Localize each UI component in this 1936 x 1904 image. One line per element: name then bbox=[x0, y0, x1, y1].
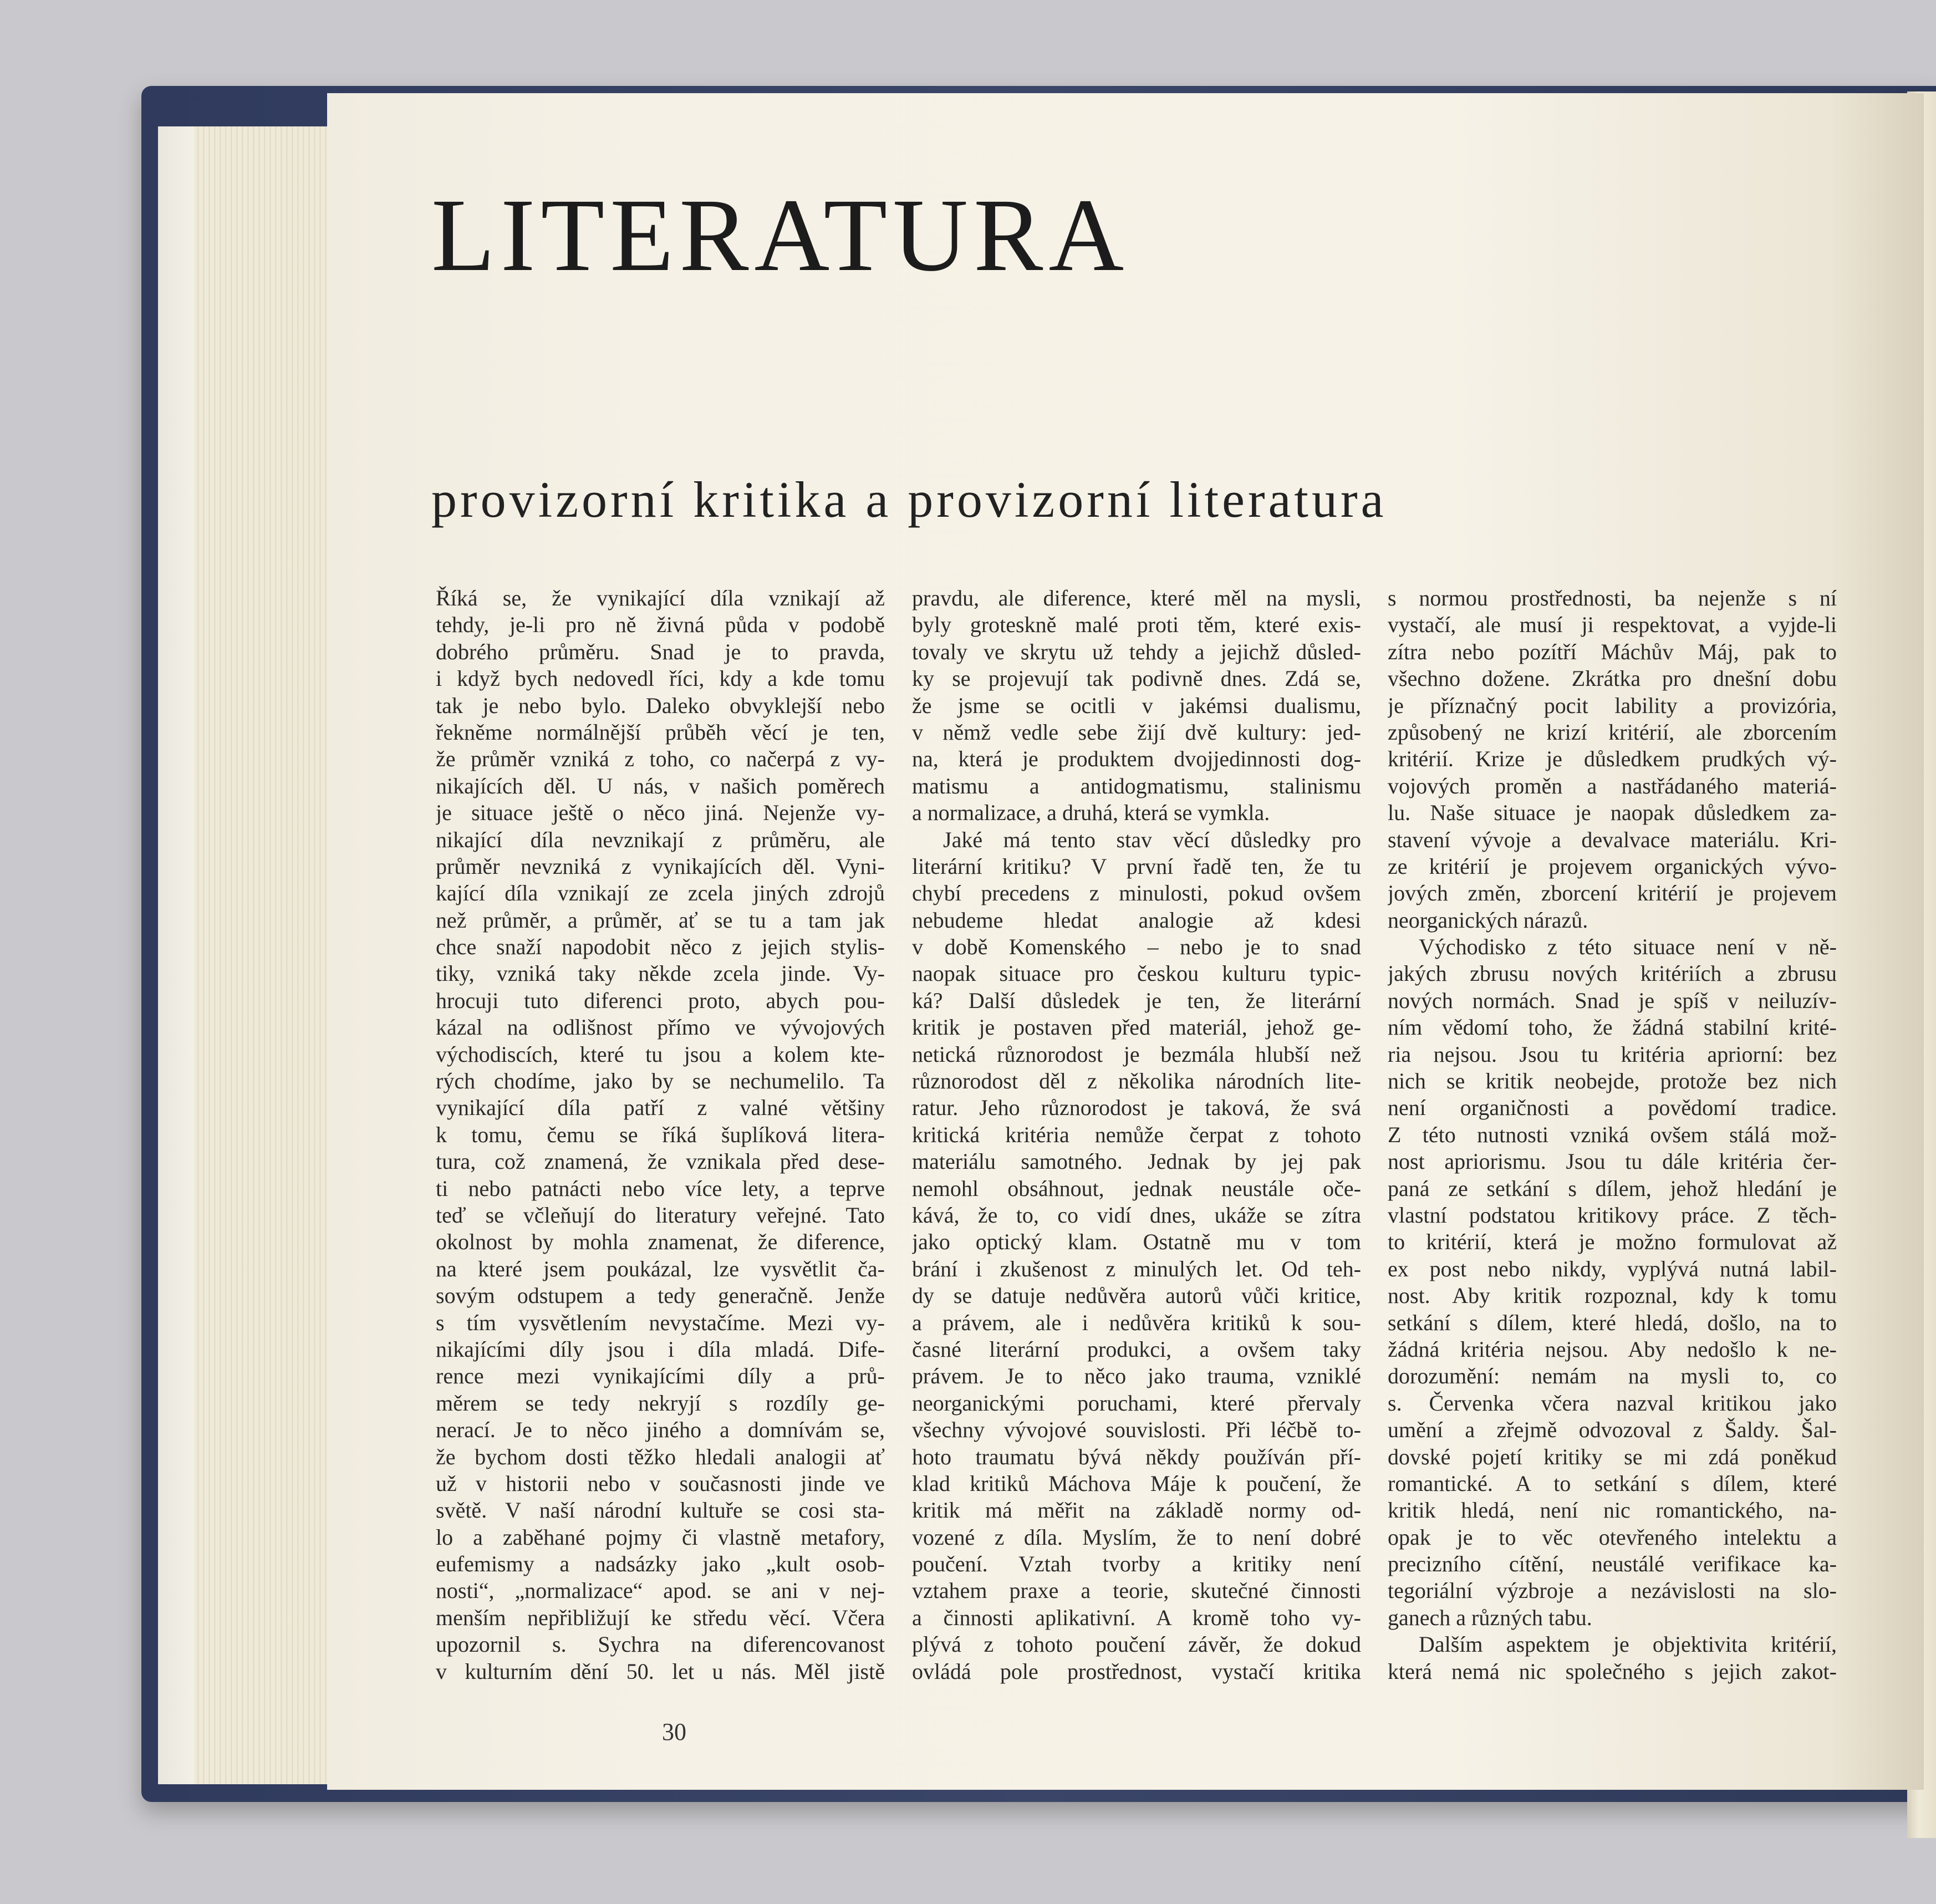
text-line: klad kritiků Máchova Máje k poučení, že bbox=[912, 1470, 1361, 1496]
text-line: dobrého průměru. Snad je to pravda, bbox=[436, 639, 885, 664]
text-line: kává, že to, co vidí dnes, ukáže se zítra bbox=[912, 1202, 1361, 1228]
text-line: v kulturním dění 50. let u nás. Měl jistě bbox=[436, 1658, 885, 1684]
text-line: ganech a různých tabu. bbox=[1388, 1605, 1592, 1630]
page-edge-shadow bbox=[158, 126, 197, 1784]
text-line: na které jsem poukázal, lze vysvětlit ča- bbox=[436, 1256, 885, 1281]
text-line: nemohl obsáhnout, jednak neustále oče- bbox=[912, 1175, 1361, 1201]
text-column-2 bbox=[912, 585, 1361, 1685]
text-line: poučení. Vztah tvorby a kritiky není bbox=[912, 1551, 1361, 1577]
text-line: chce snaží napodobit něco z jejich stylis- bbox=[436, 934, 885, 960]
text-line: nových normách. Snad je spíš v neiluzív- bbox=[1388, 987, 1837, 1013]
text-line: nebudeme hledat analogie až kdesi bbox=[912, 907, 1361, 933]
text-line: ovládá pole prostřednost, vystačí kritika bbox=[912, 1658, 1361, 1684]
text-line: s tím vysvětlením nevystačíme. Mezi vy- bbox=[436, 1310, 885, 1335]
text-line: pravdu, ale diference, které měl na mysli, bbox=[912, 586, 1361, 610]
text-line: neorganickými poruchami, které přervaly bbox=[912, 1390, 1361, 1416]
text-line: s. Červenka včera nazval kritikou jako bbox=[1388, 1390, 1837, 1416]
text-line: a právem, ale i nedůvěra kritiků k sou- bbox=[912, 1310, 1361, 1335]
text-line: ze kritérií je projevem organických vývo- bbox=[1388, 853, 1837, 879]
text-line: jových změn, zborcení kritérií je projevem bbox=[1388, 880, 1837, 906]
text-line: Dalším aspektem je objektivita kritérií, bbox=[1419, 1632, 1837, 1657]
text-line: vystačí, ale musí ji respektovat, a vyjde-li bbox=[1388, 612, 1837, 638]
text-line: právem. Je to něco jako trauma, vzniklé bbox=[912, 1363, 1361, 1389]
text-line: literární kritiku? V první řadě ten, že tu bbox=[912, 853, 1361, 879]
text-line: ratur. Jeho různorodost je taková, že svá bbox=[912, 1095, 1361, 1121]
text-line: kritérií. Krize je důsledkem prudkých vý- bbox=[1388, 746, 1837, 772]
text-line: tovaly ve skrytu už tehdy a jejichž důsled- bbox=[912, 639, 1361, 664]
text-line: nikajících děl. U nás, v našich poměrech bbox=[436, 773, 885, 798]
text-line: nost apriorismu. Jsou tu dále kritéria čer- bbox=[1388, 1149, 1837, 1174]
text-line: i když bych nedovedl říci, kdy a kde tomu bbox=[436, 666, 885, 691]
text-line: ria nejsou. Jsou tu kritéria apriorní: bez bbox=[1388, 1041, 1837, 1067]
text-line: že bychom dosti těžko hledali analogii ať bbox=[436, 1444, 885, 1469]
text-line: která nemá nic společného s jejich zakot- bbox=[1388, 1658, 1837, 1684]
text-line: ky se projevují tak podivně dnes. Zdá se, bbox=[912, 666, 1361, 691]
text-line: vztahem praxe a teorie, skutečné činnosti bbox=[912, 1578, 1361, 1603]
text-line: ti nebo patnácti nebo více lety, a teprve bbox=[436, 1175, 885, 1201]
text-line: řekněme normálnější průběh věcí je ten, bbox=[436, 719, 885, 745]
text-line: vojových proměn a nastřádaného materiá- bbox=[1388, 773, 1837, 798]
text-line: dovské pojetí kritiky se mi zdá poněkud bbox=[1388, 1444, 1837, 1469]
text-line: dorozumění: nemám na mysli to, co bbox=[1388, 1363, 1837, 1389]
text-line: rých chodíme, jako by se nechumelilo. Ta bbox=[436, 1068, 885, 1094]
text-line: časné literární produkci, a ovšem taky bbox=[912, 1336, 1361, 1362]
text-line: nikajícími díly jsou i díla mladá. Dife- bbox=[436, 1336, 885, 1362]
text-line: způsobený ne krizí kritérií, ale zborcením bbox=[1388, 719, 1837, 745]
text-line: v němž vedle sebe žijí dvě kultury: jed- bbox=[912, 719, 1361, 745]
text-line: kritická kritéria nemůže čerpat z tohoto bbox=[912, 1122, 1361, 1147]
text-line: žádná kritéria nejsou. Aby nedošlo k ne- bbox=[1388, 1336, 1837, 1362]
text-line: nost. Aby kritik rozpoznal, kdy k tomu bbox=[1388, 1283, 1837, 1309]
text-line: teď se včleňují do literatury veřejné. Tato bbox=[436, 1202, 885, 1228]
text-line: nich se kritik neobejde, protože bez nich bbox=[1388, 1068, 1837, 1094]
text-line: hrocuji tuto diferenci proto, abych pou- bbox=[436, 987, 885, 1013]
text-line: sovým odstupem a tedy generačně. Jenže bbox=[436, 1283, 885, 1309]
text-line: upozornil s. Sychra na diferencovanost bbox=[436, 1632, 885, 1657]
text-line: různorodost děl z několika národních lite- bbox=[912, 1068, 1361, 1094]
text-line: materiálu samotného. Jednak by jej pak bbox=[912, 1149, 1361, 1174]
text-line: vlastní podstatou kritikovy práce. Z těch- bbox=[1388, 1202, 1837, 1228]
text-line: brání i zkušenost z minulých let. Od teh- bbox=[912, 1256, 1361, 1281]
text-line: zítra nebo pozítří Máchův Máj, pak to bbox=[1388, 639, 1837, 664]
text-line: lu. Naše situace je naopak důsledkem za- bbox=[1388, 800, 1837, 826]
text-line: Z této nutnosti vzniká ovšem stálá mož- bbox=[1388, 1122, 1837, 1147]
article-subtitle: provizorní kritika a provizorní literatura bbox=[431, 471, 1387, 528]
text-line: světě. V naší národní kultuře se cosi sta- bbox=[436, 1498, 885, 1523]
text-line: rence mezi vynikajícími díly a prů- bbox=[436, 1363, 885, 1389]
text-line: průměr nevzniká z vynikajících děl. Vyni- bbox=[436, 853, 885, 879]
text-line: Jaké má tento stav věcí důsledky pro bbox=[943, 827, 1361, 852]
text-line: na, která je produktem dvojjedinnosti dog- bbox=[912, 746, 1361, 772]
text-line: že průměr vzniká z toho, co načerpá z vy- bbox=[436, 746, 885, 772]
text-line: stavení vývoje a devalvace materiálu. Kri- bbox=[1388, 827, 1837, 852]
text-line: ká? Další důsledek je ten, že literární bbox=[912, 987, 1361, 1013]
text-line: Východisko z této situace není v ně- bbox=[1419, 934, 1837, 960]
text-line: východiscích, které tu jsou a kolem kte- bbox=[436, 1041, 885, 1067]
text-line: umění a zřejmě odvozoval z Šaldy. Šal- bbox=[1388, 1417, 1837, 1443]
text-line: matismu a antidogmatismu, stalinismu bbox=[912, 773, 1361, 798]
text-line: kritik má měřit na základě normy od- bbox=[912, 1498, 1361, 1523]
text-line: chybí precedens z minulosti, pokud ovšem bbox=[912, 880, 1361, 906]
text-line: hoto traumatu bývá někdy používán pří- bbox=[912, 1444, 1361, 1469]
text-line: naopak situace pro českou kulturu typic- bbox=[912, 961, 1361, 986]
text-line: vynikající díla patří z valné většiny bbox=[436, 1095, 885, 1121]
text-line: setkání s dílem, které hledá, došlo, na to bbox=[1388, 1310, 1837, 1335]
text-line: v době Komenského – nebo je to snad bbox=[912, 934, 1361, 960]
text-line: netická různorodost je bezmála hlubší než bbox=[912, 1041, 1361, 1067]
text-line: kritik je postaven před materiál, jehož ge- bbox=[912, 1015, 1361, 1040]
text-line: není organičnosti a povědomí tradice. bbox=[1388, 1095, 1837, 1121]
text-column-3 bbox=[1388, 585, 1837, 1685]
text-line: už v historii nebo v současnosti jinde ve bbox=[436, 1470, 885, 1496]
text-line: dy se datuje nedůvěra autorů vůči kritice, bbox=[912, 1283, 1361, 1309]
text-line: kající díla vznikají ze zcela jiných zdrojů bbox=[436, 880, 885, 906]
text-line: tehdy, je-li pro ně živná půda v podobě bbox=[436, 612, 885, 638]
text-line: ním vědomí toho, že žádná stabilní krité- bbox=[1388, 1015, 1837, 1040]
text-line: ex post nebo nikdy, vyplývá nutná labil- bbox=[1388, 1256, 1837, 1281]
page-number: 30 bbox=[662, 1718, 686, 1745]
text-line: opak je to věc otevřeného intelektu a bbox=[1388, 1524, 1837, 1550]
text-line: eufemismy a nadsázky jako „kult osob- bbox=[436, 1551, 885, 1577]
text-line: neorganických nárazů. bbox=[1388, 907, 1588, 933]
text-line: tiky, vzniká taky někde zcela jinde. Vy- bbox=[436, 961, 885, 986]
text-line: nerací. Je to něco jiného a domnívám se, bbox=[436, 1417, 885, 1443]
text-line: okolnost by mohla znamenat, že diference, bbox=[436, 1229, 885, 1255]
text-line: byly groteskně malé proti těm, které exis- bbox=[912, 612, 1361, 638]
page-title: LITERATURA bbox=[431, 177, 1130, 293]
text-line: vozené z díla. Myslím, že to není dobré bbox=[912, 1524, 1361, 1550]
text-line: všechno dožene. Zkrátka pro dnešní dobu bbox=[1388, 666, 1837, 691]
text-line: to kritérií, která je možno formulovat až bbox=[1388, 1229, 1837, 1255]
text-line: než průměr, a průměr, ať se tu a tam jak bbox=[436, 907, 885, 933]
stacked-page-edges bbox=[194, 126, 338, 1784]
text-line: a normalizace, a druhá, která se vymkla. bbox=[912, 800, 1270, 826]
text-line: tak je nebo bylo. Daleko obvyklejší nebo bbox=[436, 693, 885, 718]
text-line: lo a zaběhané pojmy či vlastně metafory, bbox=[436, 1524, 885, 1550]
text-line: je příznačný pocit lability a provizória, bbox=[1388, 693, 1837, 718]
text-line: tura, což znamená, že vznikala před dese- bbox=[436, 1149, 885, 1174]
text-line: romantické. A to setkání s dílem, které bbox=[1388, 1470, 1837, 1496]
text-line: k tomu, čemu se říká šuplíková litera- bbox=[436, 1122, 885, 1147]
text-line: nikající díla nevznikají z průměru, ale bbox=[436, 827, 885, 852]
text-line: kázal na odlišnost přímo ve vývojových bbox=[436, 1015, 885, 1040]
text-line: nosti“, „normalizace“ apod. se ani v nej- bbox=[436, 1578, 885, 1603]
text-line: je situace ještě o něco jiná. Nejenže vy- bbox=[436, 800, 885, 826]
text-line: precizního cítění, neustálé verifikace ka- bbox=[1388, 1551, 1837, 1577]
text-line: všechny vývojové souvislosti. Při léčbě to- bbox=[912, 1417, 1361, 1443]
text-line: že jsme se ocitli v jakémsi dualismu, bbox=[912, 693, 1361, 718]
text-line: tegoriální výzbroje a nezávislosti na slo- bbox=[1388, 1578, 1837, 1603]
text-column-1 bbox=[436, 585, 885, 1685]
text-line: jakých zbrusu nových kritériích a zbrusu bbox=[1388, 961, 1837, 986]
text-line: s normou prostřednosti, ba nejenže s ní bbox=[1388, 586, 1837, 610]
text-line: plývá z tohoto poučení závěr, že dokud bbox=[912, 1632, 1361, 1657]
text-line: Říká se, že vynikající díla vznikají až bbox=[436, 586, 885, 610]
text-line: paná ze setkání s dílem, jehož hledání je bbox=[1388, 1175, 1837, 1201]
text-line: kritik hledá, není nic romantického, na- bbox=[1388, 1498, 1837, 1523]
text-line: měrem se tedy nekryjí s rozdíly ge- bbox=[436, 1390, 885, 1416]
text-line: jako optický klam. Ostatně mu v tom bbox=[912, 1229, 1361, 1255]
text-line: menším nepřibližují ke středu věcí. Včera bbox=[436, 1605, 885, 1630]
text-line: a činnosti aplikativní. A kromě toho vy- bbox=[912, 1605, 1361, 1630]
